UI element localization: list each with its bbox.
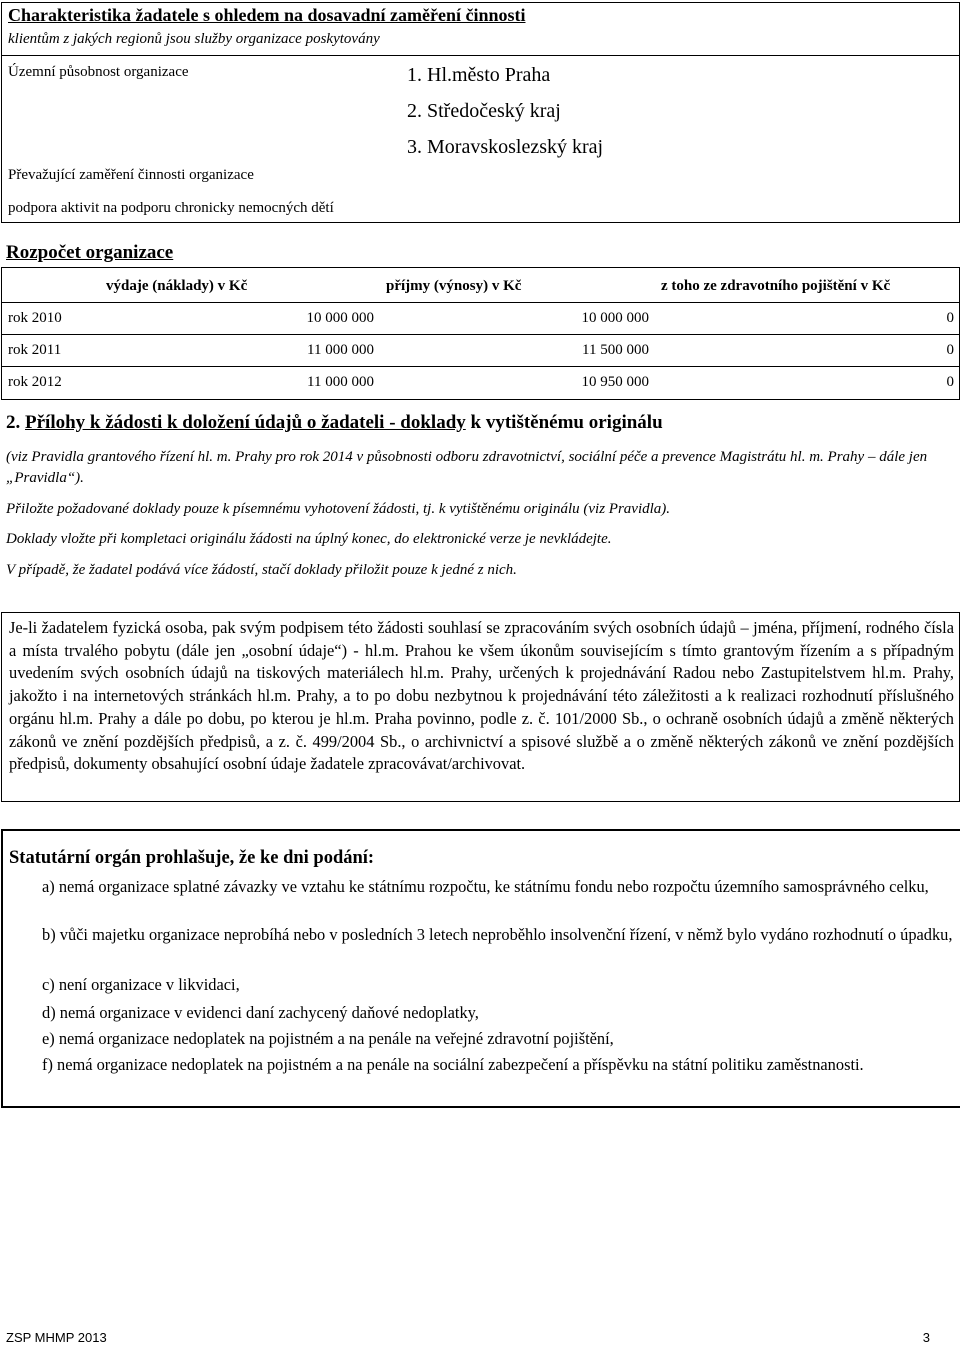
statutory-declaration-box (1, 829, 960, 1108)
region-item: 1. Hl.město Praha (407, 64, 551, 86)
budget-insurance: 0 (946, 310, 954, 326)
region-item: 3. Moravskoslezský kraj (407, 136, 604, 158)
declaration-item: f) nemá organizace nedoplatek na pojistném a na penále na sociální zabezpečení a příspěvku na státní politiku zaměstnanosti. (42, 1055, 864, 1074)
budget-year: rok 2012 (8, 374, 62, 390)
consent-text: Je-li žadatelem fyzická osoba, pak svým podpisem této žádosti souhlasí se zpracováním svých osobních údajů – jména, příjmení, rodného čísla a místa trvalého pobytu (dále jen „osobní údaje“) - hl.m. Prahou ke všem úkonům souvisejícím s tímto grantovým řízením a s případným uvedením svých osobních údajů na tiskových materiálech hl.m. Prahy, určených k projednávání Radou nebo Zastupitelstvem hl.m. Prahy, jakožto i na internetových stránkách hl.m. Prahy, a to po dobu nezbytnou k projednávání této záležitosti a k realizaci rozhodnutí příslušného orgánu hl.m. Prahy a dále po dobu, po kterou je hl.m. Praha povinno, podle z. č. 101/2000 Sb., o ochraně osobních údajů a změně některých zákonů ve znění pozdějších předpisů, a z. č. 499/2004 Sb., o archivnictví a spisové službě a o změně některých zákonů ve znění pozdějších předpisů, dokumenty obsahující osobní údaje žadatele zpracovávat/archivovat. (9, 618, 954, 774)
budget-expenses: 11 000 000 (307, 374, 374, 390)
budget-expenses: 10 000 000 (306, 310, 374, 326)
budget-row (2, 334, 959, 367)
budget-header-income: příjmy (výnosy) v Kč (386, 278, 522, 294)
budget-header-expenses: výdaje (náklady) v Kč (106, 278, 248, 294)
attachments-line: V případě, že žadatel podává více žádostí, stačí doklady přiložit pouze k jedné z nich. (6, 562, 517, 578)
attachments-title-prefix: 2. (6, 412, 25, 433)
declaration-item: e) nemá organizace nedoplatek na pojistném a na penále na veřejné zdravotní pojištění, (42, 1029, 614, 1048)
budget-expenses: 11 000 000 (307, 342, 374, 358)
budget-income: 10 000 000 (581, 310, 649, 326)
declaration-title: Statutární orgán prohlašuje, že ke dni podání: (9, 848, 375, 868)
attachments-title-underlined: Přílohy k žádosti k doložení údajů o žadateli - doklady (25, 412, 466, 433)
applicant-characteristics-section (1, 2, 960, 223)
footer-doc-id: ZSP MHMP 2013 (6, 1330, 107, 1345)
budget-title: Rozpočet organizace (6, 242, 174, 263)
budget-table (1, 267, 960, 400)
budget-row (2, 302, 959, 335)
declaration-item: a) nemá organizace splatné závazky ve vztahu ke státnímu rozpočtu, ke státnímu fondu nebo rozpočtu územního samosprávného celku, (42, 877, 929, 896)
attachments-note: (viz Pravidla grantového řízení hl. m. Prahy pro rok 2014 v působnosti odboru zdravotnictví, sociální péče a prevence Magistrátu hl. m. Prahy – dále jen „Pravidla“). (6, 449, 928, 486)
characteristics-divider (2, 55, 959, 56)
focus-value: podpora aktivit na podporu chronicky nemocných dětí (8, 200, 334, 216)
budget-insurance: 0 (946, 342, 954, 358)
characteristics-title: Charakteristika žadatele s ohledem na dosavadní zaměření činnosti (8, 5, 526, 25)
budget-row (2, 366, 959, 399)
personal-data-consent-box (1, 612, 960, 802)
footer-page-number: 3 (922, 1330, 930, 1345)
region-item: 2. Středočeský kraj (407, 100, 561, 122)
budget-income: 10 950 000 (581, 374, 649, 390)
declaration-item: b) vůči majetku organizace neprobíhá nebo v posledních 3 letech neproběhlo insolvenční řízení, v němž bylo vydáno rozhodnutí o úpadku, (42, 925, 953, 944)
budget-year: rok 2011 (8, 342, 62, 358)
region-list (407, 63, 603, 171)
declaration-item: c) není organizace v likvidaci, (42, 975, 240, 994)
focus-label: Převažující zaměření činnosti organizace (8, 167, 254, 183)
attachments-line: Doklady vložte při kompletaci originálu žádosti na úplný konec, do elektronické verze je nevkládejte. (6, 531, 612, 547)
budget-header-insurance: z toho ze zdravotního pojištění v Kč (661, 278, 891, 294)
territory-label: Územní působnost organizace (8, 64, 189, 80)
budget-insurance: 0 (946, 374, 954, 390)
budget-income: 11 500 000 (582, 342, 649, 358)
budget-year: rok 2010 (8, 310, 62, 326)
characteristics-subtitle: klientům z jakých regionů jsou služby organizace poskytovány (8, 31, 380, 47)
attachments-title (6, 412, 663, 434)
attachments-line: Přiložte požadované doklady pouze k písemnému vyhotovení žádosti, tj. k vytištěnému originálu (viz Pravidla). (6, 501, 671, 517)
attachments-title-rest: k vytištěnému originálu (465, 412, 663, 433)
declaration-item: d) nemá organizace v evidenci daní zachycený daňové nedoplatky, (42, 1003, 479, 1022)
